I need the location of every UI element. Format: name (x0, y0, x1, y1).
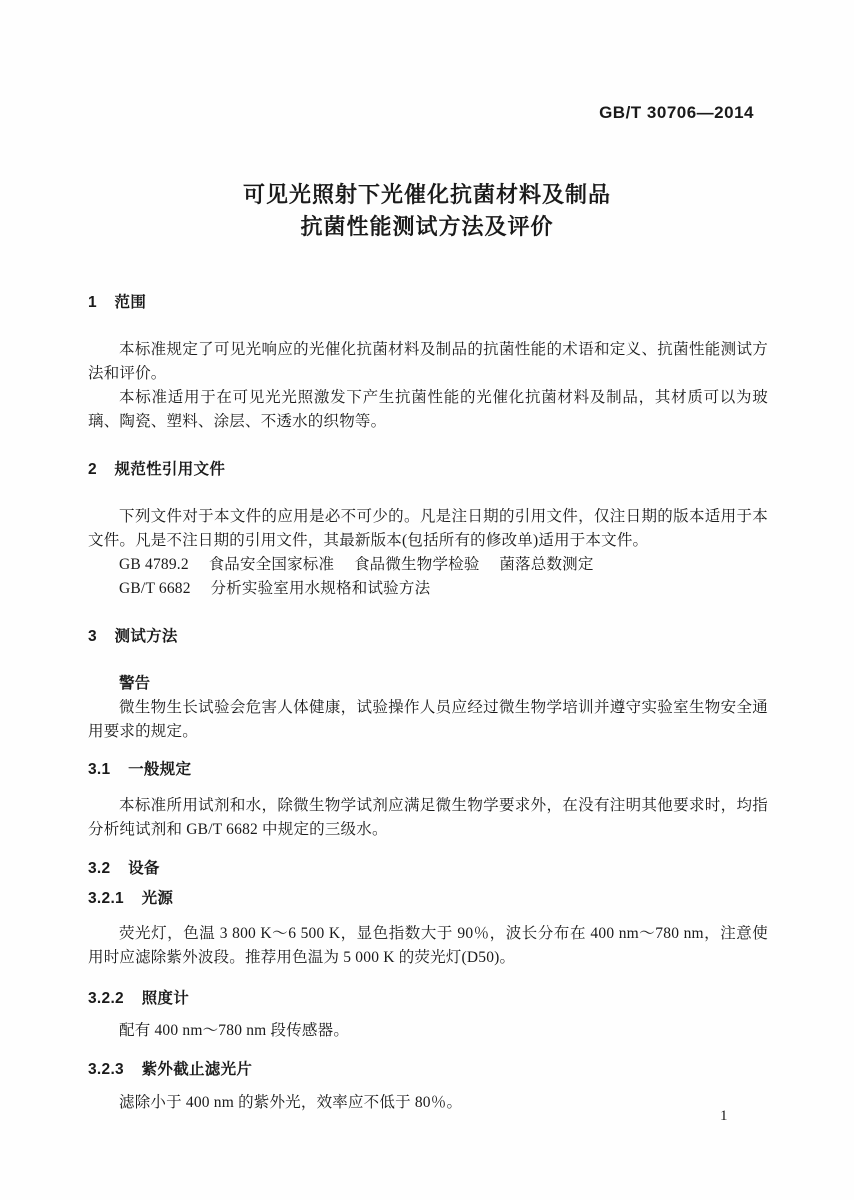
section-3-2-number: 3.2 (88, 860, 111, 877)
reference-item-2: GB/T 6682 分析实验室用水规格和试验方法 (119, 580, 431, 597)
reference-item-1: GB 4789.2 食品安全国家标准 食品微生物学检验 菌落总数测定 (119, 556, 594, 573)
section-3-number: 3 (88, 628, 97, 645)
document-title-line1: 可见光照射下光催化抗菌材料及制品 (242, 182, 611, 207)
section-3-2-title: 设备 (128, 860, 160, 877)
section-3-2-3-heading (88, 1061, 768, 1078)
section-3-2-3-title: 紫外截止滤光片 (141, 1061, 253, 1078)
section-2-title: 规范性引用文件 (114, 461, 226, 478)
section-3-2-2-paragraph: 配有 400 nm～780 nm 段传感器。 (119, 1022, 350, 1039)
section-3-2-2-number: 3.2.2 (88, 990, 124, 1007)
section-3-1-heading (88, 761, 768, 778)
section-3-2-heading (88, 860, 768, 877)
section-3-1-paragraph: 本标准所用试剂和水，除微生物学试剂应满足微生物学要求外，在没有注明其他要求时，均指分析纯试剂和 GB/T 6682 中规定的三级水。 (88, 797, 768, 838)
document-title (0, 179, 854, 243)
section-3-heading (88, 628, 768, 645)
standard-code: GB/T 30706—2014 (599, 103, 754, 122)
section-3-2-2-title: 照度计 (141, 990, 189, 1007)
warning-text: 微生物生长试验会危害人体健康，试验操作人员应经过微生物学培训并遵守实验室生物安全通用要求的规定。 (88, 699, 768, 740)
section-3-2-1-heading (88, 890, 768, 907)
section-3-2-3-number: 3.2.3 (88, 1061, 124, 1078)
page-number: 1 (720, 1108, 728, 1124)
warning-label: 警告 (119, 675, 151, 692)
section-1-number: 1 (88, 294, 97, 311)
section-2-number: 2 (88, 461, 97, 478)
section-3-title: 测试方法 (114, 628, 178, 645)
section-2-paragraph-1: 下列文件对于本文件的应用是必不可少的。凡是注日期的引用文件，仅注日期的版本适用于本文件。凡是不注日期的引用文件，其最新版本(包括所有的修改单)适用于本文件。 (88, 508, 768, 549)
section-3-2-3-paragraph: 滤除小于 400 nm 的紫外光，效率应不低于 80％。 (119, 1094, 463, 1111)
section-1-paragraph-1: 本标准规定了可见光响应的光催化抗菌材料及制品的抗菌性能的术语和定义、抗菌性能测试方法和评价。 (88, 341, 768, 382)
section-3-2-1-paragraph: 荧光灯，色温 3 800 K～6 500 K，显色指数大于 90％，波长分布在 400 nm～780 nm，注意使用时应滤除紫外波段。推荐用色温为 5 000 K 的荧光灯(D50)。 (88, 925, 768, 966)
document-title-line2: 抗菌性能测试方法及评价 (300, 214, 554, 239)
section-1-title: 范围 (114, 294, 147, 311)
section-3-1-number: 3.1 (88, 761, 111, 778)
section-3-1-title: 一般规定 (128, 761, 192, 778)
section-1-paragraph-2: 本标准适用于在可见光光照激发下产生抗菌性能的光催化抗菌材料及制品，其材质可以为玻璃、陶瓷、塑料、涂层、不透水的织物等。 (88, 389, 768, 430)
section-3-2-2-heading (88, 990, 768, 1007)
document-body (0, 294, 768, 1115)
section-2-heading (88, 461, 768, 478)
section-3-2-1-number: 3.2.1 (88, 890, 124, 907)
section-3-2-1-title: 光源 (141, 890, 174, 907)
section-1-heading (88, 294, 768, 311)
